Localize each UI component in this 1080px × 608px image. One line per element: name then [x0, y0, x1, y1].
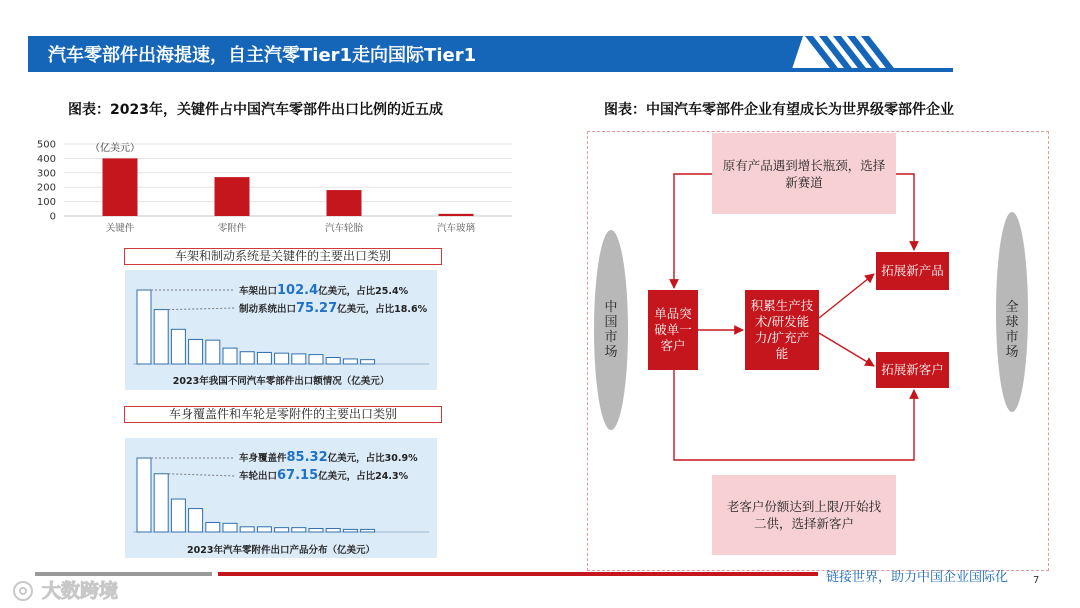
accessories-caption: 2023年汽车零附件出口产品分布（亿美元） [187, 545, 375, 556]
mini-bar-2 [154, 310, 168, 364]
note-suffix: 亿美元，占比24.3% [318, 471, 409, 482]
brake-export-note [239, 301, 427, 316]
mini-bar-12 [326, 529, 340, 532]
y-tick-label: 400 [36, 153, 56, 165]
y-tick-label: 0 [49, 211, 56, 223]
mini-bar-9 [275, 528, 289, 532]
note-prefix: 车轮出口 [239, 471, 278, 482]
mini-bar-4 [189, 339, 203, 364]
key-parts-caption: 2023年我国不同汽车零部件出口额情况（亿美元） [172, 376, 390, 387]
new-customer-reason-box: 老客户份额达到上限/开始找二供，选择新客户 [712, 475, 896, 555]
leader-line-2 [168, 308, 235, 310]
mini-bar-12 [326, 357, 340, 364]
bar-1 [103, 158, 138, 216]
bar-4 [439, 214, 474, 216]
mini-bar-13 [343, 529, 357, 532]
mini-bar-11 [309, 529, 323, 532]
mini-bar-10 [292, 528, 306, 532]
mini-bar-2 [154, 474, 168, 532]
mini-bar-8 [257, 352, 271, 364]
mini-bar-3 [171, 329, 185, 364]
mini-bar-5 [206, 522, 220, 532]
note-number: 67.15 [277, 468, 319, 483]
mini-bar-10 [292, 354, 306, 364]
mini-bar-6 [223, 523, 237, 532]
mini-bar-11 [309, 355, 323, 364]
key-parts-label: 车架和制动系统是关键件的主要出口类别 [124, 248, 442, 265]
note-suffix: 亿美元，占比30.9% [327, 453, 418, 464]
note-prefix: 制动系统出口 [239, 304, 297, 315]
key-parts-panel [125, 270, 437, 390]
footer-slogan: 链接世界，助力中国企业国际化 [826, 570, 1009, 585]
mini-bar-14 [361, 360, 375, 364]
y-tick-label: 500 [36, 139, 56, 151]
watermark-text: 大数跨境 [42, 580, 119, 602]
new-product-box: 拓展新产品 [876, 252, 949, 290]
accessories-panel [125, 438, 437, 558]
body-panel-note [239, 450, 418, 465]
mini-bar-13 [343, 359, 357, 364]
mini-bar-8 [257, 527, 271, 532]
note-suffix: 亿美元，占比25.4% [318, 286, 409, 297]
y-tick-label: 200 [36, 182, 56, 194]
mini-bar-6 [223, 348, 237, 364]
watermark-logo-icon [10, 577, 40, 603]
page-number: 7 [1033, 575, 1040, 586]
bar-3 [327, 190, 362, 216]
accessories-label: 车身覆盖件和车轮是零附件的主要出口类别 [124, 406, 442, 423]
note-number: 85.32 [286, 450, 328, 465]
single-product-box: 单品突破单一客户 [648, 290, 698, 370]
bar-2 [215, 177, 250, 216]
y-tick-label: 100 [36, 197, 56, 209]
new-track-box: 原有产品遇到增长瓶颈，选择新赛道 [712, 133, 896, 214]
left-figure-title: 图表：2023年，关键件占中国汽车零部件出口比例的近五成 [68, 102, 443, 118]
x-tick-label: 汽车玻璃 [436, 223, 476, 234]
wheel-export-note [239, 468, 408, 483]
frame-export-note [239, 283, 408, 298]
mini-bar-1 [137, 458, 151, 532]
x-tick-label: 关键件 [105, 223, 135, 234]
y-tick-label: 300 [36, 168, 56, 180]
mini-bar-4 [189, 509, 203, 532]
new-customer-box: 拓展新客户 [876, 352, 949, 388]
global-market-label: 全球市场 [1005, 300, 1019, 360]
footer-red-bar [218, 572, 818, 576]
mini-bar-5 [206, 340, 220, 364]
header-banner [28, 36, 953, 72]
note-number: 75.27 [296, 301, 338, 316]
capability-box: 积累生产技术/研发能力/扩充产能 [745, 290, 819, 370]
mini-bar-7 [240, 527, 254, 532]
page-title: 汽车零部件出海提速，自主汽零Tier1走向国际Tier1 [48, 45, 477, 66]
note-prefix: 车架出口 [239, 286, 278, 297]
banner-stripes-decoration [753, 36, 953, 72]
right-figure-title: 图表：中国汽车零部件企业有望成长为世界级零部件企业 [604, 102, 954, 118]
export-share-bar-chart [24, 136, 524, 240]
mini-bar-1 [137, 290, 151, 364]
note-suffix: 亿美元，占比18.6% [337, 304, 428, 315]
note-number: 102.4 [277, 283, 319, 298]
note-prefix: 车身覆盖件 [239, 453, 287, 464]
unit-label: （亿美元） [90, 143, 140, 154]
x-tick-label: 汽车轮胎 [324, 223, 364, 234]
mini-bar-9 [275, 353, 289, 364]
mini-bar-3 [171, 499, 185, 532]
mini-bar-7 [240, 352, 254, 364]
leader-line-2 [168, 474, 235, 476]
x-tick-label: 零附件 [217, 223, 247, 234]
mini-bar-14 [361, 529, 375, 532]
china-market-label: 中国市场 [604, 300, 618, 360]
